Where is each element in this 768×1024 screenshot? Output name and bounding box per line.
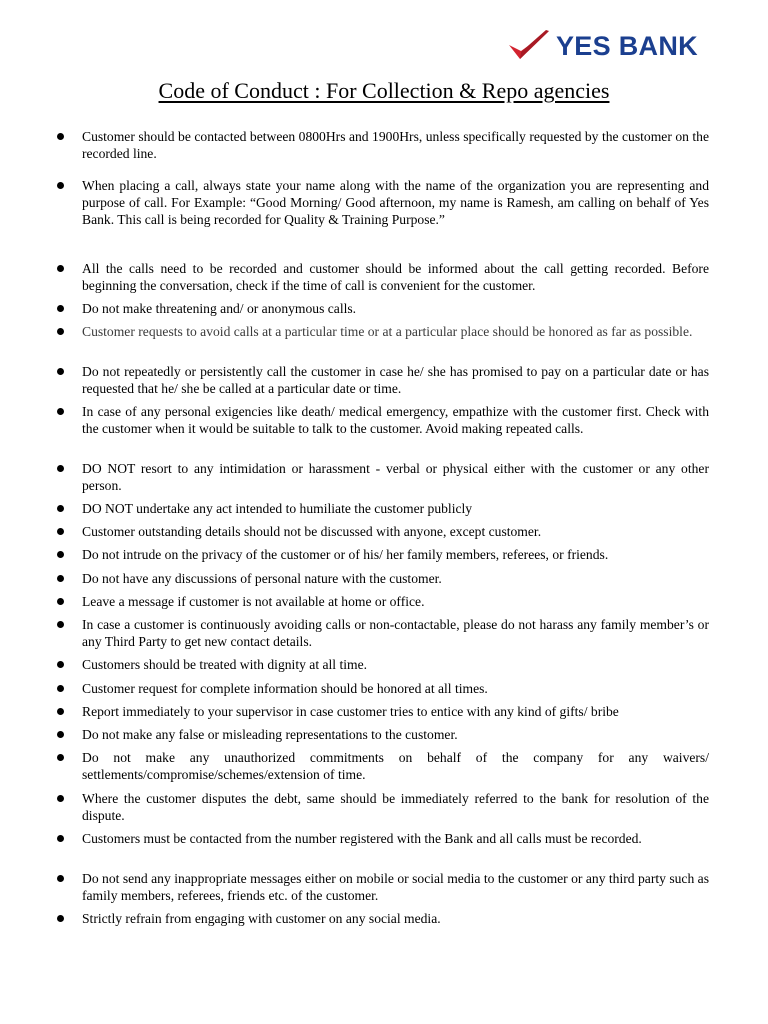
brand-name: YES BANK <box>556 30 698 61</box>
bullet-icon <box>57 685 64 692</box>
bullet-icon <box>57 133 64 140</box>
bullet-icon <box>57 408 64 415</box>
bullet-icon <box>57 621 64 628</box>
list-item-text: All the calls need to be recorded and customer should be informed about the call getting recorded. Before beginning the conversation, check if the time of call is convenient for the customer. <box>82 261 709 293</box>
list-item-text: In case of any personal exigencies like death/ medical emergency, empathize with the customer first. Check with the customer when it would be suitable to talk to the customer. Avoid making repeated calls. <box>82 404 709 436</box>
page-title: Code of Conduct : For Collection & Repo agencies <box>158 78 610 103</box>
yes-bank-logo <box>506 26 698 66</box>
bullet-icon <box>57 708 64 715</box>
list-item-text: Customer outstanding details should not be discussed with anyone, except customer. <box>82 524 542 539</box>
list-item-text: Do not make threatening and/ or anonymous calls. <box>82 301 357 316</box>
bullet-icon <box>57 368 64 375</box>
list-item-text: When placing a call, always state your name along with the name of the organization you are representing and purpose of call. For Example: “Good Morning/ Good afternoon, my name is Ramesh, am calling on behalf of Yes Bank. This call is being recorded for Quality & Training Purpose.” <box>82 178 709 227</box>
list-item-text: Customers should be treated with dignity at all time. <box>82 657 368 672</box>
list-item-text: Leave a message if customer is not available at home or office. <box>82 594 425 609</box>
bullet-icon <box>57 575 64 582</box>
list-item-text: Do not intrude on the privacy of the customer or of his/ her family members, referees, or friends. <box>82 547 609 562</box>
bullet-icon <box>57 505 64 512</box>
list-item-text: In case a customer is continuously avoiding calls or non-contactable, please do not harass any family member’s or any Third Party to get new contact details. <box>82 617 709 649</box>
bullet-icon <box>57 598 64 605</box>
bullet-icon <box>57 465 64 472</box>
list-item-text: Customer requests to avoid calls at a particular time or at a particular place should be honored as far as possible. <box>82 324 693 339</box>
bullet-icon <box>57 795 64 802</box>
list-item-text: Where the customer disputes the debt, same should be immediately referred to the bank for resolution of the dispute. <box>82 791 709 823</box>
list-item-text: Do not have any discussions of personal nature with the customer. <box>82 571 442 586</box>
bullet-icon <box>57 305 64 312</box>
list-item-text: Strictly refrain from engaging with customer on any social media. <box>82 911 441 926</box>
bullet-icon <box>57 875 64 882</box>
bullet-icon <box>57 328 64 335</box>
bullet-icon <box>57 528 64 535</box>
list-item-text: DO NOT undertake any act intended to humiliate the customer publicly <box>82 501 473 516</box>
bullet-icon <box>57 754 64 761</box>
list-item-text: Report immediately to your supervisor in case customer tries to entice with any kind of gifts/ bribe <box>82 704 619 719</box>
list-item-text: Customers must be contacted from the number registered with the Bank and all calls must be recorded. <box>82 831 642 846</box>
bullet-icon <box>57 731 64 738</box>
bullet-icon <box>57 551 64 558</box>
list-item-text: Customer should be contacted between 0800Hrs and 1900Hrs, unless specifically requested by the customer on the recorded line. <box>82 129 709 161</box>
bullet-icon <box>57 265 64 272</box>
list-item-text: Do not repeatedly or persistently call the customer in case he/ she has promised to pay on a particular date or has requested that he/ she be called at a particular date or time. <box>82 364 709 396</box>
bullet-icon <box>57 915 64 922</box>
bullet-icon <box>57 182 64 189</box>
list-item-text: DO NOT resort to any intimidation or harassment - verbal or physical either with the customer or any other person. <box>82 461 709 493</box>
list-item-text: Do not make any false or misleading representations to the customer. <box>82 727 458 742</box>
bullet-icon <box>57 661 64 668</box>
list-item-text: Do not make any unauthorized commitments on behalf of the company for any waivers/ settlements/compromise/schemes/extension of time. <box>82 750 709 782</box>
list-item-text: Customer request for complete information should be honored at all times. <box>82 681 488 696</box>
checkmark-icon <box>506 28 552 64</box>
bullet-icon <box>57 835 64 842</box>
list-item-text: Do not send any inappropriate messages either on mobile or social media to the customer or any third party such as family members, referees, friends etc. of the customer. <box>82 871 709 903</box>
